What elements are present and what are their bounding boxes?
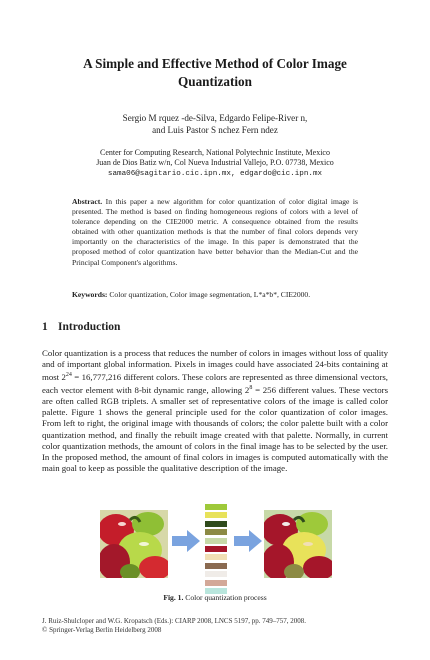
- affiliation: [55, 148, 375, 179]
- palette-swatch: [205, 571, 227, 577]
- author-emails: sama06@sagitario.cic.ipn.mx, edgardo@cic.ipn.mx: [107, 169, 323, 178]
- palette-swatch: [205, 563, 227, 569]
- title-line-2: Quantization: [177, 74, 252, 89]
- section-number: 1: [42, 321, 48, 333]
- figure-label: Fig. 1.: [163, 593, 184, 602]
- section-heading: [42, 321, 120, 333]
- abstract-text: In this paper a new algorithm for color quantization of color digital image is presented. The method is based on finding homogeneous regions of colors with a level of tolerance depending on the CIE2000 metric. A consequence obtained from the results obtained with other quantization methods is that the number of final colors depends very importantly on the characteristics of the image. In this paper is demonstrated that the proposed method of color quantization have better behavior than the Median-Cut and the Principal Component's algorithms.: [72, 197, 358, 267]
- intro-superscript-8: 8: [249, 385, 253, 392]
- footer-citation: J. Ruiz-Shulcloper and W.G. Kropatsch (Eds.): CIARP 2008, LNCS 5197, pp. 749–757, 2008.: [42, 617, 306, 625]
- keywords: [72, 290, 358, 300]
- palette-swatch: [205, 529, 227, 535]
- original-peppers-image: [100, 510, 168, 578]
- palette-swatch: [205, 521, 227, 527]
- introduction-paragraph: [42, 348, 388, 474]
- section-title: Introduction: [58, 321, 121, 333]
- palette-swatch: [205, 512, 227, 518]
- figure-caption: [42, 593, 388, 602]
- keywords-text: Color quantization, Color image segmentation, L*a*b*, CIE2000.: [109, 290, 311, 299]
- affiliation-line-1: Center for Computing Research, National Polytechnic Institute, Mexico: [100, 148, 330, 157]
- palette-swatch: [205, 580, 227, 586]
- figure-color-quantization: [100, 504, 332, 586]
- page-footer: [42, 617, 388, 635]
- affiliation-line-2: Juan de Dios Batiz w/n, Col Nueva Industrial Vallejo, P.O. 07738, Mexico: [96, 158, 334, 168]
- author-list: [60, 113, 370, 136]
- right-arrow-icon: [234, 530, 262, 552]
- title-line-1: A Simple and Effective Method of Color Image: [83, 56, 347, 71]
- right-arrow-icon: [172, 530, 200, 552]
- authors-line-2: and Luis Pastor S nchez Fern ndez: [152, 124, 278, 135]
- palette-swatch: [205, 554, 227, 560]
- paper-title: [40, 55, 390, 91]
- figure-caption-text: Color quantization process: [185, 593, 267, 602]
- quantized-peppers-image: [264, 510, 332, 578]
- abstract: [72, 197, 358, 268]
- footer-copyright: © Springer-Verlag Berlin Heidelberg 2008: [42, 625, 162, 634]
- intro-text-1: Color quantization is a process that reduces the number of colors in images without loss of quality and of important global information. Pixels in images could have associated 24-bits containing at most 2: [42, 348, 388, 383]
- palette-swatch: [205, 504, 227, 510]
- keywords-label: Keywords:: [72, 290, 108, 299]
- authors-line-1: Sergio M rquez -de-Silva, Edgardo Felipe-River n,: [122, 113, 308, 123]
- intro-text-2: = 16,777,216 different colors. These colors are represented as three dimensional vectors, each vector element with 8-bit dynamic range, allowing 2: [42, 372, 388, 396]
- palette-swatch: [205, 538, 227, 544]
- intro-text-3: = 256 different values. These vectors are often called RGB triplets. A smaller set of representative colors of the image is called color palette. Figure 1 shows the general principle used for the color quantization of color images. From left to right, the original image with thousands of colors; the color palette built with a color quantization method, and finally the rebuilt image created with that palette. Normally, in current color quantization methods, the amount of colors in the final image has to be selected by the user. In the proposed method, the amount of final colors in images is computed automatically with the main goal to keep as possible the qualitative description of the image.: [42, 385, 388, 473]
- palette-swatch: [205, 546, 227, 552]
- intro-superscript-24: 24: [65, 372, 72, 379]
- abstract-label: Abstract.: [72, 197, 103, 206]
- color-palette: [205, 504, 229, 596]
